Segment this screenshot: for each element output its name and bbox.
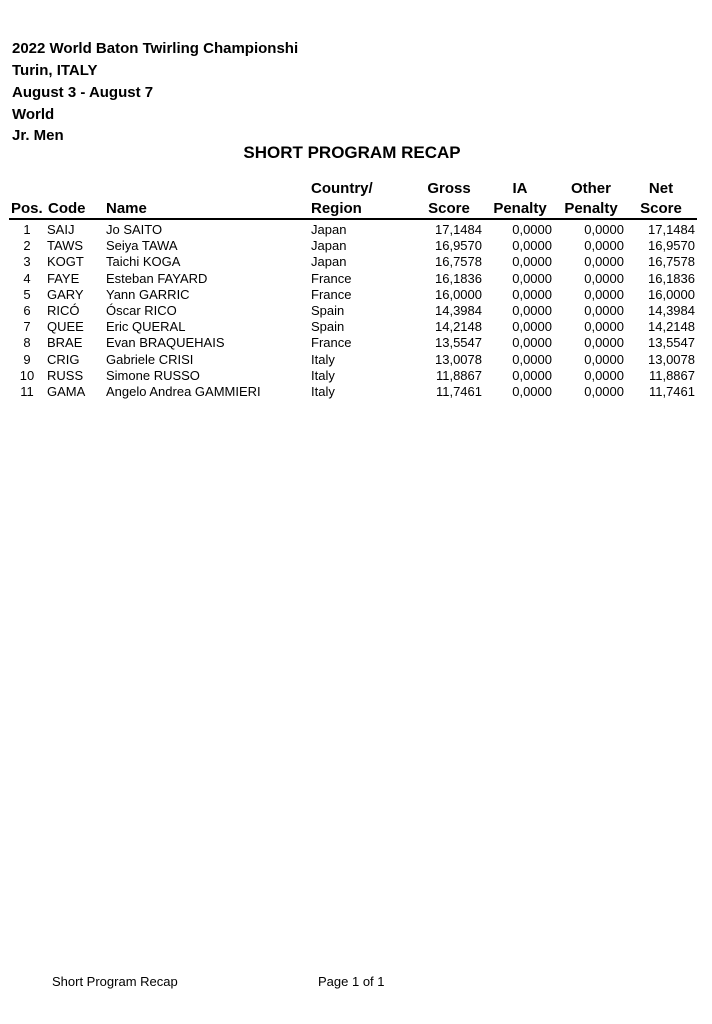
cell-code: SAIJ [47, 222, 75, 237]
cell-other-penalty: 0,0000 [584, 302, 624, 318]
cell-other-penalty: 0,0000 [584, 254, 624, 270]
cell-name: Evan BRAQUEHAIS [106, 335, 225, 351]
cell-net-score: 13,0078 [648, 351, 695, 367]
cell-net-score: 14,2148 [648, 319, 695, 335]
cell-name: Taichi KOGA [106, 254, 181, 270]
competition-level: World [12, 106, 55, 123]
cell-other-penalty: 0,0000 [584, 222, 624, 237]
col-header-country-line1: Country/ [311, 180, 373, 197]
cell-gross-score: 11,7461 [435, 383, 482, 399]
cell-net-score: 16,9570 [648, 238, 695, 254]
cell-gross-score: 16,0000 [435, 286, 482, 302]
cell-net-score: 11,7461 [648, 383, 695, 399]
col-header-ia-line2: Penalty [493, 200, 547, 217]
cell-country: Spain [311, 319, 345, 335]
cell-pos: 4 [23, 270, 31, 286]
cell-country: Japan [311, 222, 347, 237]
col-header-code: Code [48, 200, 86, 217]
cell-name: Gabriele CRISI [106, 351, 194, 367]
col-header-net-line1: Net [648, 180, 674, 197]
footer-page-number: Page 1 of 1 [318, 974, 385, 989]
cell-name: Simone RUSSO [106, 367, 200, 383]
cell-other-penalty: 0,0000 [584, 367, 624, 383]
cell-pos: 6 [23, 302, 31, 318]
cell-pos: 7 [23, 319, 31, 335]
col-header-name: Name [106, 200, 147, 217]
table-row [0, 384, 712, 400]
cell-pos: 2 [23, 238, 31, 254]
cell-gross-score: 16,1836 [435, 270, 482, 286]
table-row [0, 368, 712, 384]
cell-pos: 5 [23, 286, 31, 302]
table-row [0, 319, 712, 335]
cell-net-score: 16,7578 [648, 254, 695, 270]
col-header-ia-line1: IA [512, 180, 528, 197]
event-title: 2022 World Baton Twirling Championshi [12, 40, 299, 57]
table-row [0, 238, 712, 254]
cell-country: France [311, 270, 352, 286]
cell-other-penalty: 0,0000 [584, 383, 624, 399]
cell-code: FAYE [47, 270, 80, 286]
cell-gross-score: 14,2148 [435, 319, 482, 335]
cell-net-score: 14,3984 [648, 302, 695, 318]
cell-code: GAMA [47, 383, 86, 399]
cell-net-score: 16,1836 [648, 270, 695, 286]
cell-net-score: 16,0000 [648, 286, 695, 302]
cell-pos: 11 [20, 383, 34, 399]
cell-pos: 8 [23, 335, 31, 351]
cell-gross-score: 13,5547 [435, 335, 482, 351]
table-row [0, 254, 712, 270]
cell-pos: 3 [23, 254, 31, 270]
cell-name: Esteban FAYARD [106, 270, 208, 286]
cell-code: KOGT [47, 254, 84, 270]
cell-code: RUSS [47, 367, 84, 383]
cell-other-penalty: 0,0000 [584, 351, 624, 367]
cell-other-penalty: 0,0000 [584, 270, 624, 286]
cell-country: France [311, 335, 352, 351]
cell-code: CRIG [47, 351, 80, 367]
cell-other-penalty: 0,0000 [584, 319, 624, 335]
col-header-gross-line1: Gross [427, 180, 471, 197]
col-header-other-line1: Other [570, 180, 611, 197]
competition-division: Jr. Men [12, 127, 64, 144]
cell-ia-penalty: 0,0000 [512, 222, 552, 237]
cell-gross-score: 11,8867 [435, 367, 482, 383]
cell-ia-penalty: 0,0000 [512, 286, 552, 302]
cell-name: Óscar RICO [106, 302, 177, 318]
table-row [0, 222, 712, 238]
cell-name: Jo SAITO [106, 222, 163, 237]
cell-ia-penalty: 0,0000 [512, 254, 552, 270]
cell-ia-penalty: 0,0000 [512, 270, 552, 286]
col-header-pos: Pos. [11, 200, 43, 217]
col-header-net-line2: Score [640, 200, 682, 217]
cell-ia-penalty: 0,0000 [512, 367, 552, 383]
cell-country: Italy [311, 351, 335, 367]
cell-name: Eric QUERAL [106, 319, 186, 335]
cell-country: Japan [311, 254, 347, 270]
table-row [0, 352, 712, 368]
cell-ia-penalty: 0,0000 [512, 351, 552, 367]
cell-ia-penalty: 0,0000 [512, 383, 552, 399]
cell-gross-score: 16,7578 [435, 254, 482, 270]
cell-gross-score: 13,0078 [435, 351, 482, 367]
cell-ia-penalty: 0,0000 [512, 302, 552, 318]
cell-ia-penalty: 0,0000 [512, 335, 552, 351]
col-header-gross-line2: Score [428, 200, 470, 217]
cell-other-penalty: 0,0000 [584, 238, 624, 254]
cell-country: Italy [311, 383, 335, 399]
cell-name: Yann GARRIC [106, 286, 190, 302]
cell-code: QUEE [47, 319, 84, 335]
table-row [0, 335, 712, 351]
cell-gross-score: 16,9570 [435, 238, 482, 254]
cell-pos: 9 [23, 351, 31, 367]
cell-ia-penalty: 0,0000 [512, 319, 552, 335]
cell-net-score: 13,5547 [648, 335, 695, 351]
cell-name: Angelo Andrea GAMMIERI [106, 383, 261, 399]
col-header-other-line2: Penalty [564, 200, 618, 217]
cell-country: Spain [311, 302, 345, 318]
cell-country: Italy [311, 367, 335, 383]
cell-gross-score: 17,1484 [435, 222, 482, 237]
cell-gross-score: 14,3984 [435, 302, 482, 318]
cell-code: TAWS [47, 238, 84, 254]
cell-pos: 1 [23, 222, 31, 237]
event-dates: August 3 - August 7 [12, 84, 154, 101]
cell-ia-penalty: 0,0000 [512, 238, 552, 254]
cell-country: Japan [311, 238, 347, 254]
cell-net-score: 11,8867 [648, 367, 695, 383]
cell-net-score: 17,1484 [648, 222, 695, 237]
col-header-country-line2: Region [311, 200, 362, 217]
cell-code: GARY [47, 286, 84, 302]
footer-report-name: Short Program Recap [52, 974, 178, 989]
cell-country: France [311, 286, 352, 302]
cell-other-penalty: 0,0000 [584, 286, 624, 302]
header-rule [9, 218, 697, 220]
cell-other-penalty: 0,0000 [584, 335, 624, 351]
cell-code: RICÓ [47, 302, 80, 318]
table-row [0, 287, 712, 303]
table-row [0, 303, 712, 319]
cell-name: Seiya TAWA [106, 238, 178, 254]
event-location: Turin, ITALY [12, 62, 98, 79]
cell-code: BRAE [47, 335, 83, 351]
table-row [0, 271, 712, 287]
report-title: SHORT PROGRAM RECAP [243, 143, 461, 162]
results-table [0, 222, 712, 400]
cell-pos: 10 [19, 367, 35, 383]
